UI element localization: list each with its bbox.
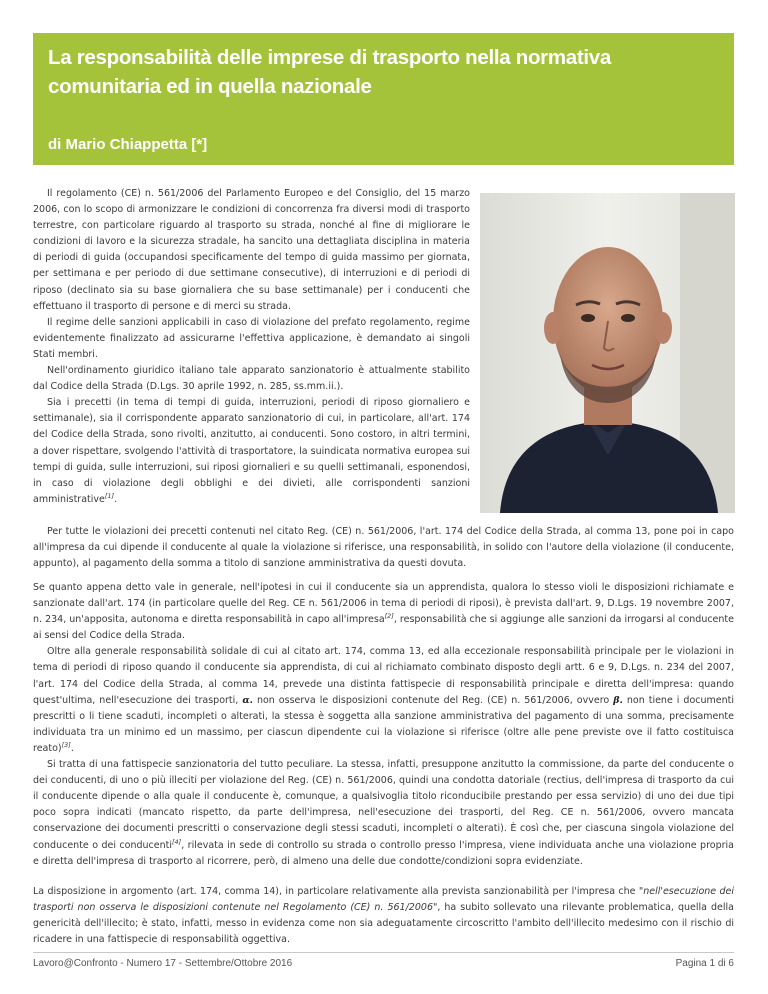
paragraph-end: . [114, 493, 118, 505]
footnote-link[interactable]: [4] [172, 837, 182, 846]
page-number: Pagina 1 di 6 [675, 958, 734, 969]
author-photo [480, 193, 735, 513]
paragraph: Per tutte le violazioni dei precetti contenuti nel citato Reg. (CE) n. 561/2006, l'art. 174 del Codice della Strada, al comma 13, pone poi in capo all'impresa da cui dipende il conducente al quale la violazione si riferisce, una responsabilità, in solido con l'autore della violazione (il conducente, appunto), al pagamento della somma a titolo di sanzione amministrativa da questi dovuta. [33, 526, 734, 570]
article-title: La responsabilità delle imprese di trasporto nella normativa comunitaria ed in quella nazionale [48, 46, 612, 98]
paragraph: Il regolamento (CE) n. 561/2006 del Parlamento Europeo e del Consiglio, del 15 marzo 2006, con lo scopo di armonizzare le condizioni di concorrenza fra diversi modi di trasporto terrestre, con particolare riguardo al trasporto su strada, nonché al fine di migliorare le condizioni di lavoro e la sicurezza stradale, ha sancito una dettagliata disciplina in materia di periodi di guida (occupandosi specificamente del tempo di guida massimo per giornata, per settimana e per periodo di due settimane consecutive), di interruzioni e di periodi di riposo (declinato sia su base giornaliera che su base settimanale) per i conducenti che effettuano il trasporto di persone e di merci su strada. [33, 188, 470, 312]
intro-column [33, 186, 470, 508]
paragraph-text: , rilevata in sede di controllo su strada o controllo presso l'impresa, viene individuata anche una violazione propria e diretta dell'impresa di trasporto al ricorrere, però, di almeno una delle due condotte/condizioni sopra evidenziate. [33, 839, 734, 867]
paragraph: Il regime delle sanzioni applicabili in caso di violazione del prefato regolamento, regime evidentemente finalizzato ad assicurarne l'effettiva applicazione, è demandato ai singoli Stati membri. [33, 316, 470, 360]
alpha-marker: α. [242, 694, 253, 706]
paragraph-text: non tiene i documenti prescritti o li tiene scaduti, incompleti o alterati, la stessa è soggetta alla sanzione amministrativa del pagamento di una somma, precisamente individuata tra un minimo ed un massimo, per ciascun dipendente cui la violazione si riferisce (oltre alle pene previste ove il fatto costituisca reato) [33, 694, 734, 754]
footer-divider [33, 952, 734, 953]
paragraph-text: Oltre alla generale responsabilità solidale di cui al citato art. 174, comma 13, ed alla eccezionale responsabilità principale per le violazioni in tema di periodi di riposo quando il conducente sia apprendista, di cui al richiamato combinato disposto degli artt. 6 e 9, D.Lgs. n. 234 del 2007, l'art. 174 del Codice della Strada, al comma 14, prevede una distinta fattispecie di responsabilità principale e diretta dell'impresa: quando quest'ultima, nell'esecuzione dei trasporti, [33, 646, 734, 706]
paragraph [33, 395, 470, 508]
paragraph [33, 757, 734, 870]
paragraph-text: La disposizione in argomento (art. 174, comma 14), in particolare relativamente alla prevista sanzionabilità per l'impresa che [33, 886, 636, 897]
footnote-link[interactable]: [3] [61, 740, 71, 749]
paragraph-text: , responsabilità che si aggiunge alle sanzioni da irrogarsi al conducente ai sensi del Codice della Strada. [33, 614, 734, 642]
footnote-link[interactable]: [1] [104, 491, 115, 500]
body-block-1 [33, 524, 734, 572]
paragraph: Nell'ordinamento giuridico italiano tale apparato sanzionatorio è attualmente stabilito dal Codice della Strada (D.Lgs. 30 aprile 1992, n. 285, ss.mm.ii.). [33, 365, 470, 393]
paragraph-text: Se quanto appena detto vale in generale, nell'ipotesi in cui il conducente sia un apprendista, qualora lo stesso violi le disposizioni richiamate e sanzionate dall'art. 174 (in particolare quelle del Reg. CE n. 561/2006 in tema di periodi di riposi), è prevista dall'art. 9, D.Lgs. 19 novembre 2007, n. 234, un'apposita, autonoma e diretta responsabilità in capo all'impresa [33, 582, 734, 626]
body-block-3 [33, 884, 734, 948]
quoted-text: "nell'esecuzione dei trasporti non osserva le disposizioni contenute nel Regolamento (CE) n. 561/2006" [33, 886, 734, 914]
author-portrait-icon [480, 193, 735, 513]
paragraph-end: . [70, 742, 74, 754]
paragraph-text: , ha subito sollevato una rilevante problematica, quella della genericità dell'illecito; è stato, infatti, messo in evidenza come non sia adeguatamente circoscritto l'ambito dell'illecito medesimo con il rischio di ricadere in una fattispecie di responsabilità oggettiva. [33, 902, 734, 946]
paragraph [33, 644, 734, 757]
paragraph-text: non osserva le disposizioni contenute del Reg. (CE) n. 561/2006, ovvero [256, 694, 610, 706]
body-block-2 [33, 580, 734, 870]
footnote-link[interactable]: [2] [384, 612, 394, 621]
paragraph [33, 580, 734, 644]
beta-marker: β. [613, 694, 623, 706]
author-byline: di Mario Chiappetta [*] [48, 136, 208, 153]
footer-publication: Lavoro@Confronto - Numero 17 - Settembre/Ottobre 2016 [33, 958, 293, 969]
title-banner [33, 33, 734, 165]
paragraph [33, 884, 734, 948]
paragraph-text: Si tratta di una fattispecie sanzionatoria del tutto peculiare. La stessa, infatti, presuppone anzitutto la commissione, da parte del conducente o dei conducenti, di uno o più illeciti per violazione del Reg. (CE) n. 561/2006, quindi una condotta datoriale (rectius, dell'impresa di trasporto da cui il conducente dipende o alla quale il conducente è, comunque, a qualsivoglia titolo riconducibile prestando per essa servizio) di uno dei due tipi poco sopra indicati (mancato rispetto, da parte dell'impresa, nell'esecuzione dei trasporti, del Reg. CE n. 561/2006, ovvero mancata conservazione dei documenti prescritti o conservazione degli stessi scaduti, incompleti o alterati). È così che, per ciascuna singola violazione del conducente o dei conducenti [33, 759, 734, 851]
paragraph-text: Sia i precetti (in tema di tempi di guida, interruzioni, periodi di riposo giornaliero e settimanale), sia il corrispondente apparato sanzionatorio di cui, in particolare, all'art. 174 del Codice della Strada, sono rivolti, anzitutto, ai conducenti. Sono costoro, in altri termini, a dover rispettare, svolgendo l'attività di trasportatore, la suindicata normativa europea sui tempi di guida, sulle interruzioni, sui riposi giornalieri e su quelli settimanali, esponendosi, in caso di violazione degli obblighi e dei divieti, alle corrispondenti sanzioni amministrative [33, 397, 470, 505]
